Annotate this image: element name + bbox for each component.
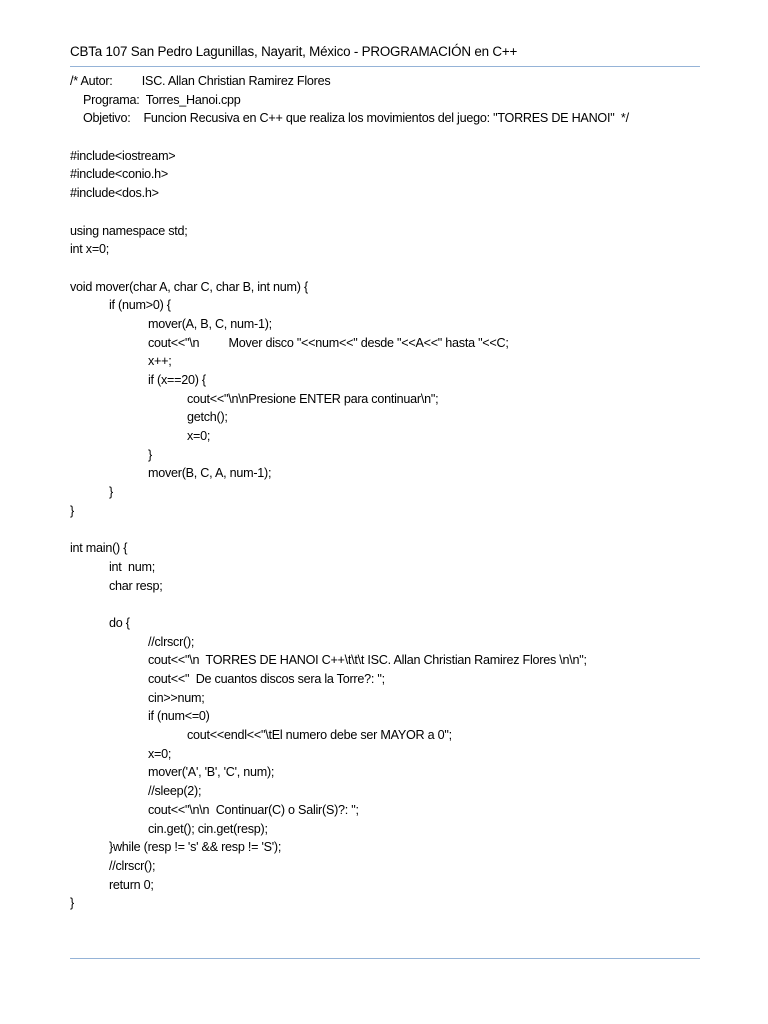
- code-line: int main() {: [70, 541, 128, 556]
- code-line: mover(A, B, C, num-1);: [70, 316, 272, 331]
- code-line: if (num<=0): [70, 709, 210, 724]
- code-line: }: [70, 447, 152, 462]
- code-line: /* Autor: ISC. Allan Christian Ramirez Flores: [70, 74, 331, 88]
- code-line: mover(B, C, A, num-1);: [70, 466, 272, 481]
- code-line: Programa: Torres_Hanoi.cpp: [70, 92, 241, 107]
- code-line: #include<dos.h>: [70, 186, 159, 201]
- code-line: #include<iostream>: [70, 148, 176, 163]
- code-line: mover('A', 'B', 'C', num);: [70, 765, 275, 780]
- code-line: using namespace std;: [70, 223, 188, 238]
- code-line: [70, 521, 710, 540]
- code-line: cout<<"\n Mover disco "<<num<<" desde "<<A<<" hasta "<<C;: [70, 335, 509, 350]
- code-line: cin.get(); cin.get(resp);: [70, 821, 268, 836]
- code-line: //sleep(2);: [70, 784, 202, 799]
- code-line: }: [70, 485, 113, 500]
- code-line: [70, 259, 710, 278]
- header-divider: [70, 66, 700, 67]
- code-line: [70, 203, 710, 222]
- code-line: if (x==20) {: [70, 373, 206, 387]
- code-line: cout<<"\n TORRES DE HANOI C++\t\t\t ISC. Allan Christian Ramirez Flores \n\n";: [70, 653, 587, 668]
- code-line: int num;: [70, 559, 156, 574]
- code-line: getch();: [70, 410, 228, 425]
- code-line: cout<<"\n\n Continuar(C) o Salir(S)?: ";: [70, 802, 359, 817]
- code-line: do {: [70, 615, 130, 630]
- code-line: x=0;: [70, 746, 172, 761]
- code-line: }while (resp != 's' && resp != 'S');: [70, 840, 282, 855]
- code-listing: [70, 72, 710, 913]
- code-line: void mover(char A, char C, char B, int num) {: [70, 279, 308, 294]
- code-line: cin>>num;: [70, 690, 205, 705]
- header-title: CBTa 107 San Pedro Lagunillas, Nayarit, México - PROGRAMACIÓN en C++: [70, 44, 518, 59]
- code-line: //clrscr();: [70, 858, 156, 873]
- code-line: //clrscr();: [70, 634, 195, 649]
- code-line: x=0;: [70, 429, 211, 444]
- page-header: [70, 44, 700, 68]
- code-line: [70, 128, 710, 147]
- footer-divider: [70, 958, 700, 959]
- code-line: int x=0;: [70, 242, 109, 257]
- code-line: Objetivo: Funcion Recusiva en C++ que realiza los movimientos del juego: "TORRES DE HANOI" */: [70, 111, 629, 126]
- code-line: }: [70, 896, 74, 911]
- code-line: char resp;: [70, 578, 163, 593]
- code-line: cout<<" De cuantos discos sera la Torre?: ";: [70, 672, 385, 686]
- code-line: #include<conio.h>: [70, 167, 168, 182]
- code-line: if (num>0) {: [70, 298, 171, 313]
- code-line: return 0;: [70, 877, 154, 892]
- code-line: cout<<endl<<"\tEl numero debe ser MAYOR a 0";: [70, 728, 452, 743]
- code-line: cout<<"\n\nPresione ENTER para continuar\n";: [70, 391, 439, 406]
- code-line: }: [70, 503, 74, 518]
- code-line: [70, 595, 710, 614]
- code-line: x++;: [70, 354, 172, 369]
